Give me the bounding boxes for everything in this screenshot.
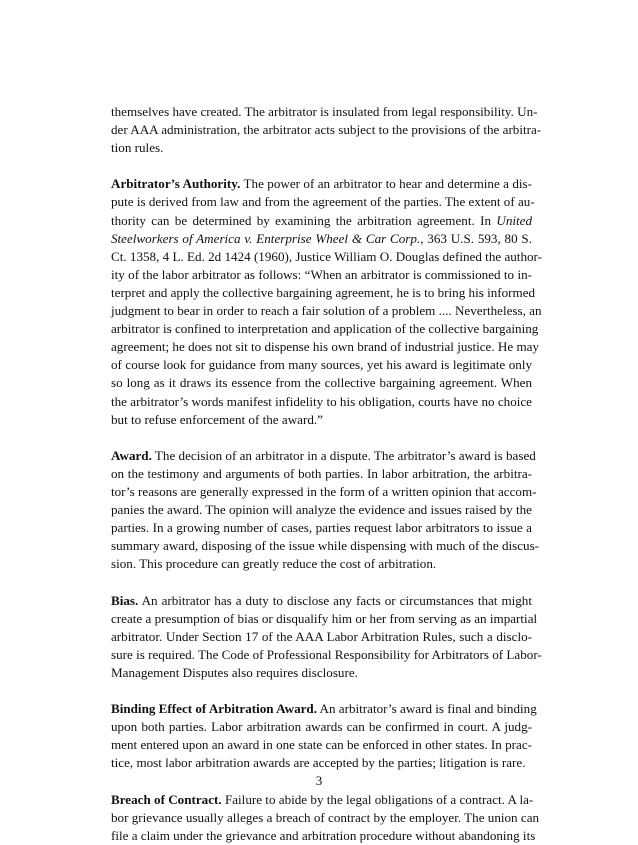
case-name-italic: United <box>496 212 532 228</box>
text-line: bor grievance usually alleges a breach of contract by the employer. The union can <box>111 809 540 825</box>
text-line <box>111 700 537 718</box>
text-line: themselves have created. The arbitrator is insulated from legal responsibility. Un- <box>111 104 538 119</box>
text-line: on the testimony and arguments of both parties. In labor arbitration, the arbitra- <box>111 465 532 481</box>
paragraph-gap <box>111 157 532 175</box>
text-line: judgment to bear in order to reach a fair solution of a problem .... Nevertheless, an <box>111 303 542 319</box>
entry-text: An arbitrator has a duty to disclose any facts or circumstances that might <box>138 592 532 608</box>
text-line <box>111 230 532 248</box>
text-line <box>111 447 536 465</box>
entry-text: The decision of an arbitrator in a dispute. The arbitrator’s award is based <box>151 447 536 463</box>
text-line: pute is derived from law and from the agreement of the parties. The extent of au- <box>111 194 535 210</box>
text-line <box>111 791 532 809</box>
body-text <box>111 103 542 845</box>
entry-text: The power of an arbitrator to hear and determine a dis- <box>240 176 533 192</box>
text-line: sion. This procedure can greatly reduce the cost of arbitration. <box>111 556 437 572</box>
text-line: arbitrator. Under Section 17 of the AAA Labor Arbitration Rules, such a disclo- <box>111 628 532 644</box>
entry-term: Binding Effect of Arbitration Award. <box>111 701 317 717</box>
text-line: parties. In a growing number of cases, parties request labor arbitrators to issue a <box>111 520 532 536</box>
text-line: arbitrator is confined to interpretation and application of the collective bargaining <box>111 321 539 337</box>
text-line: create a presumption of bias or disqualify him or her from serving as an impartial <box>111 610 538 626</box>
text-line: file a claim under the grievance and arbitration procedure without abandoning its <box>111 827 536 843</box>
text-line: the arbitrator’s words manifest infidelity to his obligation, courts have no choice <box>111 393 532 409</box>
text-line: tion rules. <box>111 140 164 156</box>
text-line: Management Disputes also requires disclosure. <box>111 664 358 680</box>
entry-term: Bias. <box>111 592 139 608</box>
entry-arbitrators-authority <box>111 175 542 428</box>
entry-term: Award. <box>111 447 152 463</box>
entry-text: thority can be determined by examining the arbitration agreement. In <box>111 212 497 228</box>
entry-award <box>111 447 540 574</box>
text-line: upon both parties. Labor arbitration awards can be confirmed in court. A judg- <box>111 719 532 735</box>
text-line: tice, most labor arbitration awards are accepted by the parties; litigation is rare. <box>111 755 526 771</box>
text-line: summary award, disposing of the issue while dispensing with much of the discus- <box>111 538 540 554</box>
text-line: ment entered upon an award in one state can be enforced in other states. In prac- <box>111 737 533 753</box>
entry-text: Failure to abide by the legal obligations of a contract. A la- <box>221 791 534 807</box>
text-line: Ct. 1358, 4 L. Ed. 2d 1424 (1960), Justice William O. Douglas defined the author- <box>111 248 542 264</box>
text-line <box>111 175 532 193</box>
paragraph-gap <box>111 682 532 700</box>
text-line: panies the award. The opinion will analyze the evidence and issues raised by the <box>111 502 532 518</box>
entry-term: Arbitrator’s Authority. <box>111 176 241 192</box>
text-line: of course look for guidance from many sources, yet his award is legitimate only <box>111 357 532 373</box>
text-line: der AAA administration, the arbitrator acts subject to the provisions of the arbitra- <box>111 122 542 138</box>
case-name-italic: Steelworkers of America v. Enterprise Wheel & Car Corp. <box>111 230 421 246</box>
entry-text: , 363 U.S. 593, 80 S. <box>420 230 532 246</box>
entry-term: Breach of Contract. <box>111 791 222 807</box>
entry-breach-of-contract <box>111 791 540 845</box>
paragraph-gap <box>111 573 532 591</box>
text-line: terpret and apply the collective bargaining agreement, he is to bring his informed <box>111 284 536 300</box>
text-line: but to refuse enforcement of the award.” <box>111 411 323 427</box>
text-line: agreement; he does not sit to dispense his own brand of industrial justice. He may <box>111 339 540 355</box>
text-line <box>111 212 532 230</box>
entry-bias <box>111 592 542 682</box>
entry-binding-effect <box>111 700 537 772</box>
text-line: ity of the labor arbitrator as follows: “When an arbitrator is commissioned to in- <box>111 266 532 282</box>
text-line: sure is required. The Code of Professional Responsibility for Arbitrators of Labor- <box>111 646 542 662</box>
paragraph-gap <box>111 429 532 447</box>
entry-text: An arbitrator’s award is final and binding <box>316 701 537 717</box>
text-line: so long as it draws its essence from the collective bargaining agreement. When <box>111 375 532 391</box>
text-line <box>111 592 532 610</box>
page-number: 3 <box>315 773 323 788</box>
text-line: tor’s reasons are generally expressed in the form of a written opinion that accom- <box>111 483 537 499</box>
paragraph-continuation <box>111 103 542 157</box>
